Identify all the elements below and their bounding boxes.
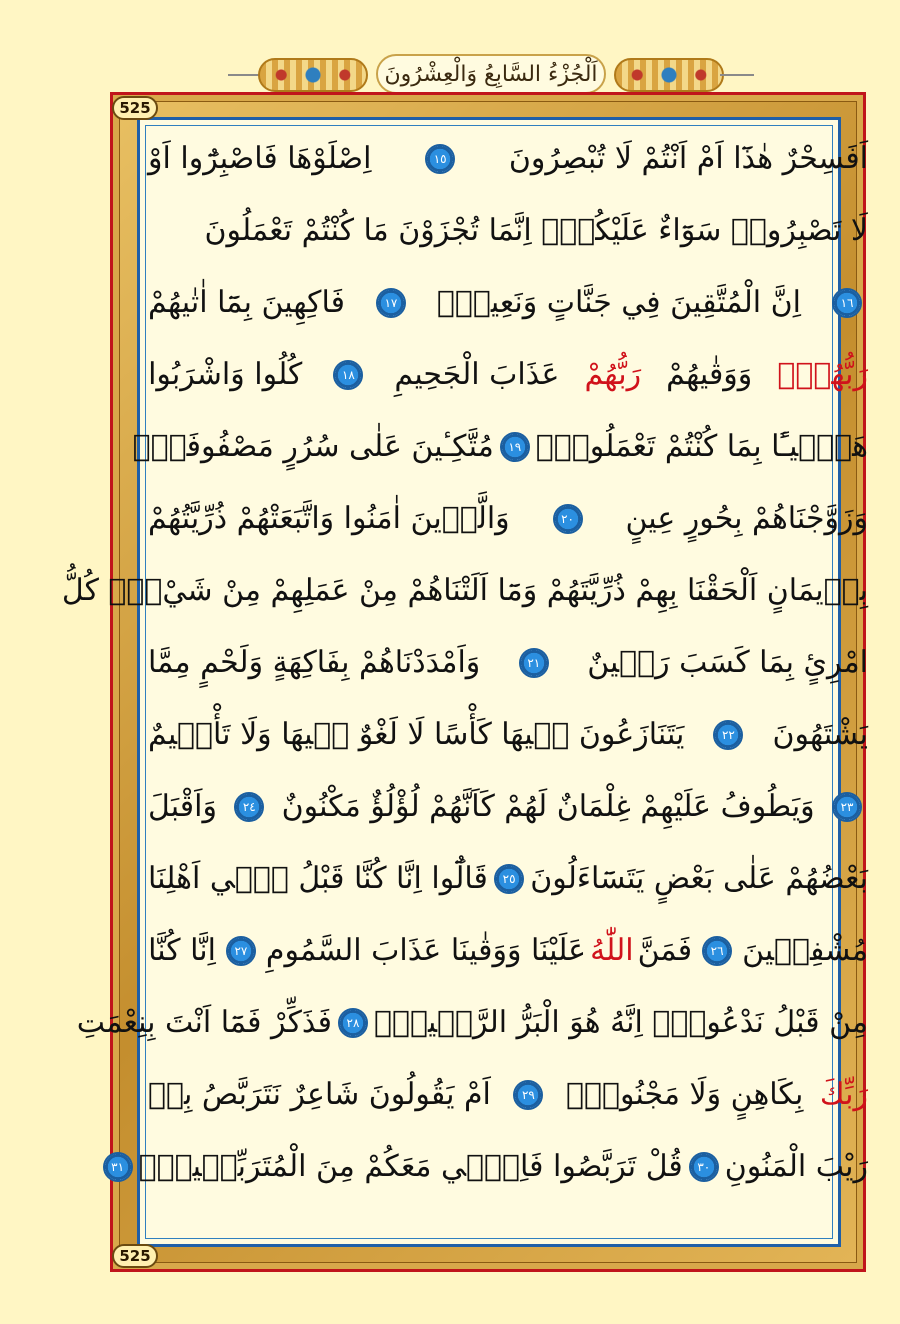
verse-text: فَمَنَّ: [637, 933, 693, 968]
verse-text: عَذَابَ الْجَحِيمِ: [394, 357, 560, 392]
ayah-marker: ٢٧: [226, 936, 256, 966]
text-line-5: [132, 412, 868, 482]
text-line-2: [148, 196, 868, 266]
ayah-marker: ٣٠: [689, 1152, 719, 1182]
verse-text: اَمْ يَقُولُونَ شَاعِرٌ نَتَرَبَّصُ بِهٖ: [148, 1077, 491, 1112]
text-line-3: [148, 268, 868, 338]
verse-text: امْرِئٍ بِمَا كَسَبَ رَهٖينٌ: [587, 645, 868, 680]
text-line-1: [148, 124, 868, 194]
verse-text: مُتَّكِـٔينَ عَلٰى سُرُرٍ مَصْفُوفَةٍۚ: [132, 429, 494, 464]
text-line-6: [148, 484, 868, 554]
verse-text: كُلُوا وَاشْرَبُوا: [148, 357, 303, 392]
header-ornament-right: [614, 58, 724, 92]
verse-text: وَاَقْبَلَ: [148, 789, 217, 824]
verse-text: فَاكِهِينَ بِمَٓا اٰتٰيهُمْ: [148, 285, 345, 320]
header-rule-left: [228, 74, 262, 76]
ayah-marker: ٢٠: [553, 504, 583, 534]
ayah-marker: ٢١: [519, 648, 549, 678]
ayah-marker: ١٥: [425, 144, 455, 174]
ayah-marker: ٢٩: [513, 1080, 543, 1110]
text-line-10: [148, 772, 868, 842]
verse-text: رَيْبَ الْمَنُونِ: [724, 1149, 868, 1184]
text-line-11: [148, 844, 868, 914]
text-line-7: [61, 556, 868, 626]
text-line-15: [111, 1132, 868, 1202]
verse-text: بَعْضُهُمْ عَلٰى بَعْضٍ يَتَسَٓاءَلُونَ: [530, 861, 868, 896]
verse-text: اِنَّ الْمُتَّقِينَ فِي جَنَّاتٍ وَنَعِيمٍۙ: [436, 285, 802, 320]
verse-text: وَاَمْدَدْنَاهُمْ بِفَاكِهَةٍ وَلَحْمٍ مِمَّا: [148, 645, 481, 680]
juz-title: اَلْجُزْءُ السَّابِعُ وَالْعِشْرُونَ: [376, 54, 606, 94]
ayah-marker: ٢٤: [234, 792, 264, 822]
verse-text: يَتَنَازَعُونَ فٖيهَا كَأْسًا لَا لَغْوٌ فٖيهَا وَلَا تَأْثٖيمٌ: [148, 717, 685, 752]
ayah-marker: ٢٢: [713, 720, 743, 750]
ayah-marker: ٢٥: [494, 864, 524, 894]
ayah-marker: ٢٣: [832, 792, 862, 822]
ayah-marker: ٢٦: [702, 936, 732, 966]
verse-text: لَا تَصْبِرُواۚ سَوَٓاءٌ عَلَيْكُمْۜ اِنَّمَا تُجْزَوْنَ مَا كُنْتُمْ تَعْمَلُونَ: [204, 213, 868, 248]
ayah-marker: ١٧: [376, 288, 406, 318]
verse-text: اِنَّا كُنَّا: [148, 933, 216, 968]
verse-text: وَزَوَّجْنَاهُمْ بِحُورٍ عِينٍ: [625, 501, 868, 536]
divine-name: اللّٰهُ: [590, 933, 634, 968]
text-line-13: [76, 988, 868, 1058]
quran-text: [61, 124, 868, 1224]
divine-name: رَبِّكَ: [819, 1077, 868, 1112]
header-rule-right: [720, 74, 754, 76]
text-line-14: [148, 1060, 868, 1130]
page-number-top: 525: [112, 96, 158, 120]
ayah-marker: ٢٨: [338, 1008, 368, 1038]
verse-text: وَوَقٰيهُمْ: [666, 357, 753, 392]
verse-text: اَفَسِحْرٌ هٰذَٓا اَمْ اَنْتُمْ لَا تُبْصِرُونَ: [508, 141, 868, 176]
verse-text: بِاٖيمَانٍ اَلْحَقْنَا بِهِمْ ذُرِّيَّتَهُمْ وَمَٓا اَلَتْنَاهُمْ مِنْ عَمَلِهِمْ مِنْ شَيْءٍۜ كُلُّ: [61, 573, 868, 608]
text-line-4: [148, 340, 868, 410]
verse-text: اِصْلَوْهَا فَاصْبِرُٓوا اَوْ: [148, 141, 372, 176]
divine-name: رَبُّهُمْ: [584, 357, 642, 392]
text-line-9: [148, 700, 868, 770]
verse-text: قَالُٓوا اِنَّا كُنَّا قَبْلُ فٖٓي اَهْلِنَا: [148, 861, 488, 896]
page-number-bottom: 525: [112, 1244, 158, 1268]
ayah-marker: ١٦: [832, 288, 862, 318]
verse-text: هَنٖٓيـًٔا بِمَا كُنْتُمْ تَعْمَلُونَۙ: [535, 429, 868, 464]
ayah-marker: ١٩: [500, 432, 530, 462]
verse-text: بِكَاهِنٍ وَلَا مَجْنُونٍۜ: [565, 1077, 804, 1112]
verse-text: قُلْ تَرَبَّصُوا فَاِنّٖي مَعَكُمْ مِنَ الْمُتَرَبِّصٖينَۜ: [138, 1149, 683, 1184]
verse-text: وَيَطُوفُ عَلَيْهِمْ غِلْمَانٌ لَهُمْ كَاَنَّهُمْ لُؤْلُؤٌ مَكْنُونٌ: [281, 789, 815, 824]
verse-text: وَالَّذٖينَ اٰمَنُوا وَاتَّبَعَتْهُمْ ذُرِّيَّتُهُمْ: [148, 501, 510, 536]
header-ornament-left: [258, 58, 368, 92]
text-line-12: [148, 916, 868, 986]
verse-text: عَلَيْنَا وَوَقٰينَا عَذَابَ السَّمُومِ: [265, 933, 587, 968]
text-line-8: [148, 628, 868, 698]
verse-text: مِنْ قَبْلُ نَدْعُوهُۜ اِنَّهُ هُوَ الْبَرُّ الرَّحٖيمُۚ: [373, 1005, 868, 1040]
ayah-marker: ٣١: [103, 1152, 133, 1182]
verse-text: مُشْفِقٖينَ: [742, 933, 868, 968]
ayah-marker: ١٨: [333, 360, 363, 390]
verse-text: فَذَكِّرْ فَمَٓا اَنْتَ بِنِعْمَتِ: [76, 1005, 332, 1040]
verse-text: يَشْتَهُونَ: [772, 717, 868, 752]
divine-name: رَبُّهُمْۚ: [777, 357, 868, 392]
